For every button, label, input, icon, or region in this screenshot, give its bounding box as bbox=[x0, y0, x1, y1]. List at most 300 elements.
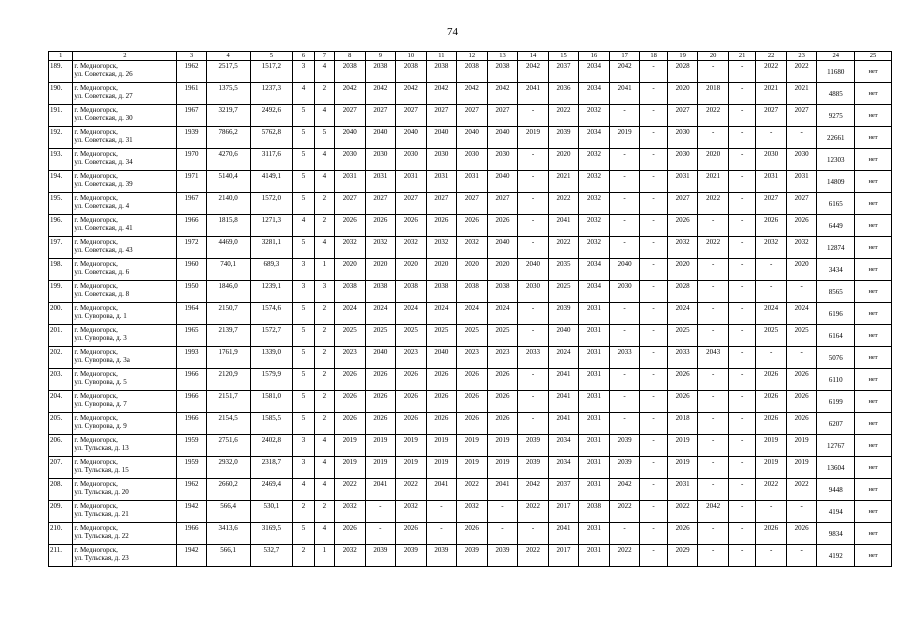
table-cell: - bbox=[518, 149, 549, 171]
table-cell: 2 bbox=[314, 215, 334, 237]
table-cell: 1964 bbox=[177, 303, 207, 325]
table-cell: - bbox=[756, 347, 787, 369]
table-cell: нет bbox=[855, 83, 892, 105]
table-cell: 2017 bbox=[548, 501, 579, 523]
row-index: 198. bbox=[49, 259, 73, 281]
table-cell: 2026 bbox=[365, 369, 396, 391]
table-cell: 4194 bbox=[817, 501, 855, 523]
address-cell: г. Медногорск, ул. Советская, д. 6 bbox=[73, 259, 177, 281]
table-cell: 1966 bbox=[177, 391, 207, 413]
table-cell: 1970 bbox=[177, 149, 207, 171]
row-index: 197. bbox=[49, 237, 73, 259]
table-cell: - bbox=[640, 259, 667, 281]
table-cell: - bbox=[609, 325, 640, 347]
table-cell: 3169,5 bbox=[250, 523, 293, 545]
table-cell: 2031 bbox=[335, 171, 366, 193]
table-cell: 5 bbox=[293, 523, 314, 545]
row-index: 192. bbox=[49, 127, 73, 149]
table-cell: - bbox=[698, 259, 729, 281]
table-cell: 2 bbox=[314, 193, 334, 215]
table-cell: нет bbox=[855, 479, 892, 501]
table-cell: 4 bbox=[314, 457, 334, 479]
table-cell: 2026 bbox=[756, 413, 787, 435]
table-cell: 2032 bbox=[579, 105, 610, 127]
table-cell: 2033 bbox=[667, 347, 698, 369]
table-row bbox=[49, 523, 892, 545]
table-cell: 4 bbox=[314, 105, 334, 127]
table-cell: 6110 bbox=[817, 369, 855, 391]
table-cell: 2034 bbox=[579, 259, 610, 281]
table-cell: - bbox=[518, 193, 549, 215]
table-cell: 2042 bbox=[426, 83, 457, 105]
address-cell: г. Медногорск, ул. Советская, д. 31 bbox=[73, 127, 177, 149]
table-cell: - bbox=[518, 369, 549, 391]
column-header: 12 bbox=[457, 52, 488, 61]
table-cell: 3281,1 bbox=[250, 237, 293, 259]
table-cell: 2040 bbox=[518, 259, 549, 281]
table-cell: 2026 bbox=[457, 413, 488, 435]
table-cell: 2154,5 bbox=[206, 413, 250, 435]
table-cell: 2027 bbox=[457, 193, 488, 215]
table-cell: - bbox=[728, 545, 755, 567]
table-cell: 2027 bbox=[365, 193, 396, 215]
table-cell: 2027 bbox=[396, 193, 427, 215]
table-cell: 689,3 bbox=[250, 259, 293, 281]
table-cell: 2028 bbox=[667, 281, 698, 303]
table-cell: 6164 bbox=[817, 325, 855, 347]
table-cell: 2 bbox=[314, 347, 334, 369]
column-header: 8 bbox=[335, 52, 366, 61]
table-cell: 1 bbox=[314, 545, 334, 567]
table-cell: 4149,1 bbox=[250, 171, 293, 193]
table-row bbox=[49, 369, 892, 391]
table-cell: 2039 bbox=[426, 545, 457, 567]
table-cell: 2038 bbox=[396, 61, 427, 83]
table-cell: 4 bbox=[314, 171, 334, 193]
table-cell: 2019 bbox=[365, 435, 396, 457]
table-cell: 2038 bbox=[579, 501, 610, 523]
table-cell: 2038 bbox=[487, 281, 518, 303]
table-cell: 1965 bbox=[177, 325, 207, 347]
table-cell: 2026 bbox=[396, 215, 427, 237]
table-cell: 2027 bbox=[756, 105, 787, 127]
table-cell: 2043 bbox=[698, 347, 729, 369]
column-header: 4 bbox=[206, 52, 250, 61]
table-cell: 1271,3 bbox=[250, 215, 293, 237]
table-cell: 2022 bbox=[548, 237, 579, 259]
table-cell: 2019 bbox=[667, 457, 698, 479]
table-cell: - bbox=[728, 435, 755, 457]
table-cell: 2027 bbox=[667, 105, 698, 127]
table-cell: 2021 bbox=[756, 83, 787, 105]
table-cell: 2042 bbox=[335, 83, 366, 105]
table-cell: 2025 bbox=[426, 325, 457, 347]
address-cell: г. Медногорск, ул. Советская, д. 41 bbox=[73, 215, 177, 237]
row-index: 199. bbox=[49, 281, 73, 303]
table-cell: 2024 bbox=[548, 347, 579, 369]
table-cell: - bbox=[728, 149, 755, 171]
table-cell: 2022 bbox=[786, 61, 817, 83]
table-cell: нет bbox=[855, 303, 892, 325]
table-cell: 2027 bbox=[335, 193, 366, 215]
table-cell: 2040 bbox=[426, 127, 457, 149]
table-cell: 1 bbox=[314, 259, 334, 281]
table-cell: 4469,0 bbox=[206, 237, 250, 259]
address-cell: г. Медногорск, ул. Советская, д. 27 bbox=[73, 83, 177, 105]
table-cell: 2022 bbox=[457, 479, 488, 501]
table-row bbox=[49, 127, 892, 149]
column-header: 19 bbox=[667, 52, 698, 61]
table-cell: - bbox=[487, 523, 518, 545]
table-cell: 2020 bbox=[365, 259, 396, 281]
table-cell: 2023 bbox=[457, 347, 488, 369]
table-cell: 5 bbox=[293, 149, 314, 171]
table-cell: 2020 bbox=[396, 259, 427, 281]
table-cell: - bbox=[640, 149, 667, 171]
table-cell: 2038 bbox=[396, 281, 427, 303]
table-cell: 2041 bbox=[548, 391, 579, 413]
table-cell: 5 bbox=[293, 105, 314, 127]
table-cell: 2026 bbox=[667, 215, 698, 237]
address-cell: г. Медногорск, ул. Советская, д. 34 bbox=[73, 149, 177, 171]
table-cell: 2318,7 bbox=[250, 457, 293, 479]
table-cell: 4 bbox=[314, 479, 334, 501]
table-cell: 2031 bbox=[426, 171, 457, 193]
address-cell: г. Медногорск, ул. Суворова, д. 3а bbox=[73, 347, 177, 369]
table-cell: 2019 bbox=[426, 457, 457, 479]
table-cell: 2026 bbox=[335, 391, 366, 413]
table-cell: 2024 bbox=[426, 303, 457, 325]
table-cell: 1815,8 bbox=[206, 215, 250, 237]
table-cell: 2024 bbox=[786, 303, 817, 325]
table-cell: 2031 bbox=[579, 369, 610, 391]
table-cell: 4 bbox=[314, 237, 334, 259]
table-cell: 2039 bbox=[487, 545, 518, 567]
table-cell: 14809 bbox=[817, 171, 855, 193]
table-cell: - bbox=[518, 325, 549, 347]
table-cell: 2030 bbox=[457, 149, 488, 171]
table-cell: 2026 bbox=[335, 215, 366, 237]
table-cell: - bbox=[786, 347, 817, 369]
table-cell: - bbox=[518, 523, 549, 545]
table-cell: нет bbox=[855, 237, 892, 259]
column-header: 6 bbox=[293, 52, 314, 61]
table-cell: 2031 bbox=[579, 457, 610, 479]
address-cell: г. Медногорск, ул. Суворова, д. 1 bbox=[73, 303, 177, 325]
table-cell: 1942 bbox=[177, 545, 207, 567]
table-cell: 566,4 bbox=[206, 501, 250, 523]
table-cell: - bbox=[640, 413, 667, 435]
table-cell: 2026 bbox=[487, 391, 518, 413]
table-cell: - bbox=[609, 523, 640, 545]
table-cell: 2024 bbox=[396, 303, 427, 325]
table-cell: - bbox=[728, 127, 755, 149]
table-cell: 2026 bbox=[756, 215, 787, 237]
address-cell: г. Медногорск, ул. Советская, д. 4 bbox=[73, 193, 177, 215]
table-cell: 5 bbox=[293, 347, 314, 369]
table-cell: 2 bbox=[314, 369, 334, 391]
table-cell: 5 bbox=[293, 127, 314, 149]
table-cell: 2026 bbox=[335, 369, 366, 391]
table-cell: - bbox=[698, 127, 729, 149]
table-cell: 2029 bbox=[667, 545, 698, 567]
table-cell: - bbox=[756, 259, 787, 281]
table-cell: 2022 bbox=[698, 105, 729, 127]
table-row bbox=[49, 413, 892, 435]
table-cell: 2023 bbox=[396, 347, 427, 369]
table-cell: 2026 bbox=[786, 215, 817, 237]
table-cell: 2 bbox=[314, 83, 334, 105]
table-cell: - bbox=[426, 501, 457, 523]
table-cell: 2027 bbox=[335, 105, 366, 127]
address-cell: г. Медногорск, ул. Тульская, д. 13 bbox=[73, 435, 177, 457]
table-cell: - bbox=[609, 149, 640, 171]
table-cell: 2031 bbox=[579, 479, 610, 501]
table-cell: 2028 bbox=[667, 61, 698, 83]
table-cell: - bbox=[698, 61, 729, 83]
table-cell: 1581,0 bbox=[250, 391, 293, 413]
table-cell: 2038 bbox=[426, 281, 457, 303]
table-cell: 2019 bbox=[365, 457, 396, 479]
table-cell: - bbox=[640, 303, 667, 325]
table-cell: 2022 bbox=[518, 501, 549, 523]
address-cell: г. Медногорск, ул. Суворова, д. 7 bbox=[73, 391, 177, 413]
table-header-row bbox=[49, 52, 892, 61]
table-cell: 2017 bbox=[548, 545, 579, 567]
table-cell: - bbox=[698, 457, 729, 479]
table-cell: 2022 bbox=[667, 501, 698, 523]
row-index: 191. bbox=[49, 105, 73, 127]
table-cell: 2030 bbox=[487, 149, 518, 171]
table-cell: - bbox=[698, 435, 729, 457]
table-cell: 2019 bbox=[667, 435, 698, 457]
table-cell: 2140,0 bbox=[206, 193, 250, 215]
table-cell: 2041 bbox=[609, 83, 640, 105]
table-cell: 2026 bbox=[365, 413, 396, 435]
table-cell: 2034 bbox=[579, 281, 610, 303]
column-header: 25 bbox=[855, 52, 892, 61]
table-cell: - bbox=[640, 193, 667, 215]
table-cell: 5 bbox=[293, 369, 314, 391]
table-row bbox=[49, 149, 892, 171]
table-cell: - bbox=[728, 523, 755, 545]
table-cell: 2019 bbox=[335, 435, 366, 457]
table-cell: 2022 bbox=[609, 545, 640, 567]
table-row bbox=[49, 171, 892, 193]
table-cell: - bbox=[518, 413, 549, 435]
row-index: 210. bbox=[49, 523, 73, 545]
table-cell: 2038 bbox=[335, 61, 366, 83]
table-cell: 2026 bbox=[457, 215, 488, 237]
table-cell: - bbox=[728, 391, 755, 413]
table-cell: 2030 bbox=[365, 149, 396, 171]
table-cell: 2020 bbox=[698, 149, 729, 171]
table-cell: 2027 bbox=[365, 105, 396, 127]
table-cell: - bbox=[640, 325, 667, 347]
table-cell: - bbox=[728, 61, 755, 83]
table-cell: 2030 bbox=[335, 149, 366, 171]
table-cell: 2027 bbox=[487, 105, 518, 127]
table-cell: 740,1 bbox=[206, 259, 250, 281]
table-row bbox=[49, 391, 892, 413]
table-cell: 2019 bbox=[426, 435, 457, 457]
table-cell: - bbox=[728, 369, 755, 391]
table-cell: 11680 bbox=[817, 61, 855, 83]
table-cell: 3219,7 bbox=[206, 105, 250, 127]
table-cell: 2026 bbox=[667, 391, 698, 413]
table-cell: 2033 bbox=[518, 347, 549, 369]
address-cell: г. Медногорск, ул. Советская, д. 30 bbox=[73, 105, 177, 127]
table-cell: 4 bbox=[314, 523, 334, 545]
table-cell: - bbox=[640, 479, 667, 501]
table-cell: 2041 bbox=[365, 479, 396, 501]
table-cell: - bbox=[698, 545, 729, 567]
table-cell: 5 bbox=[293, 413, 314, 435]
table-cell: 5 bbox=[314, 127, 334, 149]
table-row bbox=[49, 259, 892, 281]
table-cell: 2040 bbox=[426, 347, 457, 369]
table-cell: 2034 bbox=[548, 435, 579, 457]
table-cell: 2026 bbox=[756, 391, 787, 413]
table-cell: 2032 bbox=[756, 237, 787, 259]
table-cell: 2026 bbox=[365, 215, 396, 237]
table-cell: 2030 bbox=[786, 149, 817, 171]
table-cell: 566,1 bbox=[206, 545, 250, 567]
table-cell: 2019 bbox=[396, 457, 427, 479]
table-cell: 2026 bbox=[426, 369, 457, 391]
table-cell: - bbox=[640, 237, 667, 259]
table-cell: 2018 bbox=[698, 83, 729, 105]
table-cell: 1572,7 bbox=[250, 325, 293, 347]
table-cell: 2660,2 bbox=[206, 479, 250, 501]
table-cell: 2139,7 bbox=[206, 325, 250, 347]
table-cell: 2022 bbox=[698, 193, 729, 215]
table-cell: 2031 bbox=[579, 303, 610, 325]
table-cell: 2032 bbox=[426, 237, 457, 259]
table-cell: - bbox=[518, 105, 549, 127]
table-cell: 2030 bbox=[518, 281, 549, 303]
row-index: 194. bbox=[49, 171, 73, 193]
table-cell: 7866,2 bbox=[206, 127, 250, 149]
table-cell: 2932,0 bbox=[206, 457, 250, 479]
table-row bbox=[49, 457, 892, 479]
table-cell: 2041 bbox=[548, 523, 579, 545]
table-cell: 2038 bbox=[365, 61, 396, 83]
table-cell: 2019 bbox=[457, 457, 488, 479]
table-cell: 2027 bbox=[786, 105, 817, 127]
table-cell: - bbox=[698, 215, 729, 237]
table-cell: 2040 bbox=[365, 347, 396, 369]
table-row bbox=[49, 237, 892, 259]
table-cell: 2031 bbox=[667, 171, 698, 193]
table-cell: 2030 bbox=[756, 149, 787, 171]
table-cell: - bbox=[609, 171, 640, 193]
table-cell: 2032 bbox=[786, 237, 817, 259]
table-cell: - bbox=[728, 193, 755, 215]
row-index: 200. bbox=[49, 303, 73, 325]
table-cell: нет bbox=[855, 127, 892, 149]
table-cell: 2492,6 bbox=[250, 105, 293, 127]
table-cell: 2025 bbox=[396, 325, 427, 347]
table-cell: 2026 bbox=[487, 215, 518, 237]
table-cell: 2020 bbox=[786, 259, 817, 281]
table-cell: 2032 bbox=[579, 193, 610, 215]
table-cell: 2039 bbox=[548, 303, 579, 325]
table-cell: - bbox=[698, 523, 729, 545]
table-cell: 2019 bbox=[786, 457, 817, 479]
table-cell: 2020 bbox=[667, 83, 698, 105]
table-cell: 2 bbox=[293, 501, 314, 523]
table-cell: 1959 bbox=[177, 457, 207, 479]
table-cell: нет bbox=[855, 523, 892, 545]
table-cell: 2031 bbox=[579, 523, 610, 545]
table-cell: 2026 bbox=[335, 413, 366, 435]
address-cell: г. Медногорск, ул. Тульская, д. 22 bbox=[73, 523, 177, 545]
table-cell: 2042 bbox=[457, 83, 488, 105]
table-cell: 2027 bbox=[457, 105, 488, 127]
table-cell: 2031 bbox=[579, 545, 610, 567]
column-header: 15 bbox=[548, 52, 579, 61]
table-cell: - bbox=[756, 281, 787, 303]
table-cell: 2042 bbox=[396, 83, 427, 105]
table-cell: 2039 bbox=[457, 545, 488, 567]
table-cell: 5 bbox=[293, 391, 314, 413]
row-index: 189. bbox=[49, 61, 73, 83]
table-cell: - bbox=[728, 501, 755, 523]
table-cell: нет bbox=[855, 105, 892, 127]
table-cell: 2037 bbox=[548, 479, 579, 501]
table-cell: 2027 bbox=[786, 193, 817, 215]
address-cell: г. Медногорск, ул. Советская, д. 26 bbox=[73, 61, 177, 83]
table-row bbox=[49, 347, 892, 369]
column-header: 17 bbox=[609, 52, 640, 61]
table-cell: - bbox=[786, 127, 817, 149]
table-cell: 2020 bbox=[335, 259, 366, 281]
table-cell: нет bbox=[855, 61, 892, 83]
address-cell: г. Медногорск, ул. Суворова, д. 5 bbox=[73, 369, 177, 391]
table-cell: 2031 bbox=[365, 171, 396, 193]
table-cell: - bbox=[640, 435, 667, 457]
table-cell: 2026 bbox=[667, 369, 698, 391]
table-cell: 2033 bbox=[609, 347, 640, 369]
table-cell: 2024 bbox=[365, 303, 396, 325]
table-cell: 3413,6 bbox=[206, 523, 250, 545]
table-cell: 22661 bbox=[817, 127, 855, 149]
table-cell: - bbox=[640, 127, 667, 149]
table-cell: 2150,7 bbox=[206, 303, 250, 325]
table-cell: 2026 bbox=[756, 369, 787, 391]
table-cell: 2031 bbox=[457, 171, 488, 193]
table-cell: 2022 bbox=[786, 479, 817, 501]
housing-table bbox=[48, 51, 892, 567]
table-cell: нет bbox=[855, 171, 892, 193]
table-row bbox=[49, 215, 892, 237]
table-cell: - bbox=[786, 501, 817, 523]
column-header: 3 bbox=[177, 52, 207, 61]
table-cell: 5 bbox=[293, 193, 314, 215]
table-cell: 1962 bbox=[177, 479, 207, 501]
row-index: 205. bbox=[49, 413, 73, 435]
table-cell: 2022 bbox=[548, 105, 579, 127]
table-cell: 2026 bbox=[335, 523, 366, 545]
table-row bbox=[49, 303, 892, 325]
table-cell: 2031 bbox=[579, 413, 610, 435]
table-cell: 2041 bbox=[548, 215, 579, 237]
table-cell: 2024 bbox=[335, 303, 366, 325]
column-header: 11 bbox=[426, 52, 457, 61]
table-cell: 2021 bbox=[548, 171, 579, 193]
address-cell: г. Медногорск, ул. Тульская, д. 21 bbox=[73, 501, 177, 523]
